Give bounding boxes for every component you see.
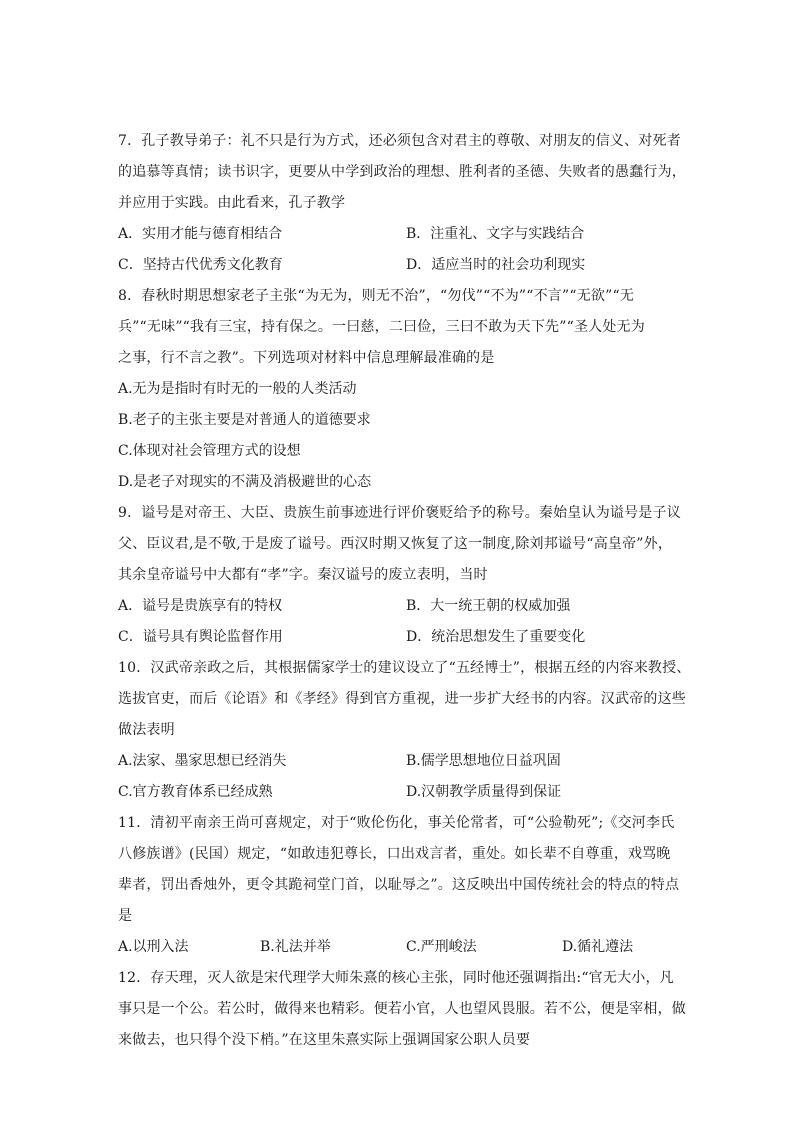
question-11-line-4: 是	[118, 908, 133, 924]
question-9-line-2: 父、臣议君,是不敬,于是废了谥号。西汉时期又恢复了这一制度,除刘邦谥号“高皇帝”外，	[118, 536, 673, 552]
question-10-option-d[interactable]: D.汉朝教学质量得到保证	[406, 784, 562, 800]
question-10-option-a[interactable]: A.法家、墨家思想已经消失	[118, 753, 287, 769]
question-10-line-1: 10．汉武帝亲政之后，其根据儒家学士的建议设立了“五经博士”，根据五经的内容来教授、	[118, 660, 691, 676]
question-8-line-1: 8．春秋时期思想家老子主张“为无为，则无不治”，“勿伐”“不为”“不言”“无欲”“无	[118, 288, 635, 304]
question-8-option-c[interactable]: C.体现对社会管理方式的设想	[118, 443, 301, 459]
question-8-line-2: 兵”“无味”“我有三宝，持有保之。一曰慈，二曰俭，三曰不敢为天下先”“圣人处无为	[118, 319, 645, 335]
question-12-line-3: 来做去，也只得个没下梢。”在这里朱熹实际上强调国家公职人员要	[118, 1032, 531, 1048]
question-11-option-d[interactable]: D.循礼遵法	[562, 939, 634, 955]
question-12-line-2: 事只是一个公。若公时，做得来也精彩。便若小官，人也望风畏服。若不公，便是宰相，做	[118, 1001, 686, 1017]
question-8-line-3: 之事，行不言之教”。下列选项对材料中信息理解最准确的是	[118, 350, 495, 366]
question-9-option-c[interactable]: C．谥号具有舆论监督作用	[118, 629, 283, 645]
question-7-option-d[interactable]: D．适应当时的社会功利现实	[406, 257, 586, 273]
question-7-option-c[interactable]: C．坚持古代优秀文化教育	[118, 257, 283, 273]
question-9-line-1: 9．谥号是对帝王、大臣、贵族生前事迹进行评价褒贬给予的称号。秦始皇认为谥号是子议	[118, 505, 681, 521]
question-10-option-c[interactable]: C.官方教育体系已经成熟	[118, 784, 273, 800]
question-10-line-2: 选拔官吏，而后《论语》和《孝经》得到官方重视，进一步扩大经书的内容。汉武帝的这些	[118, 691, 686, 707]
question-11-option-a[interactable]: A.以刑入法	[118, 939, 189, 955]
question-11-line-1: 11．清初平南亲王尚可喜规定，对于“败伦伤化，事关伦常者，可“公验勒死”;《交河李氏	[118, 815, 675, 831]
question-11-line-2: 八修族谱》(民国）规定，“如敢违犯尊长，口出戏言者，重处。如长辈不自尊重，戏骂晚	[118, 846, 671, 862]
question-7-line-1: 7．孔子教导弟子：礼不只是行为方式，还必须包含对君主的尊敬、对朋友的信义、对死者	[118, 133, 681, 149]
question-7-option-a[interactable]: A．实用才能与德育相结合	[118, 226, 283, 242]
question-9-option-d[interactable]: D．统治思想发生了重要变化	[406, 629, 586, 645]
question-7-line-3: 并应用于实践。由此看来，孔子教学	[118, 195, 346, 211]
question-8-option-a[interactable]: A.无为是指时有时无的一般的人类活动	[118, 381, 357, 397]
question-10-option-b[interactable]: B.儒学思想地位日益巩固	[406, 753, 561, 769]
question-9-option-b[interactable]: B．大一统王朝的权威加强	[406, 598, 571, 614]
question-8-option-b[interactable]: B.老子的主张主要是对普通人的道德要求	[118, 412, 371, 428]
question-7-line-2: 的追慕等真情；读书识字，更要从中学到政治的理想、胜利者的圣德、失败者的愚蠢行为，	[118, 164, 686, 180]
question-12-line-1: 12．存天理，灭人欲是宋代理学大师朱熹的核心主张，同时他还强调指出:“官无大小，凡	[118, 970, 674, 986]
question-7-option-b[interactable]: B．注重礼、文字与实践结合	[406, 226, 585, 242]
question-11-option-c[interactable]: C.严刑峻法	[406, 939, 477, 955]
question-11-line-3: 辈者，罚出香烛外，更令其跪祠堂门首，以耻辱之”。这反映出中国传统社会的特点的特点	[118, 877, 680, 893]
question-10-line-3: 做法表明	[118, 722, 175, 738]
question-9-line-3: 其余皇帝谥号中大都有“孝”字。秦汉谥号的废立表明，当时	[118, 567, 488, 583]
question-9-option-a[interactable]: A．谥号是贵族享有的特权	[118, 598, 283, 614]
question-11-option-b[interactable]: B.礼法并举	[260, 939, 331, 955]
question-8-option-d[interactable]: D.是老子对现实的不满及消极避世的心态	[118, 474, 372, 490]
